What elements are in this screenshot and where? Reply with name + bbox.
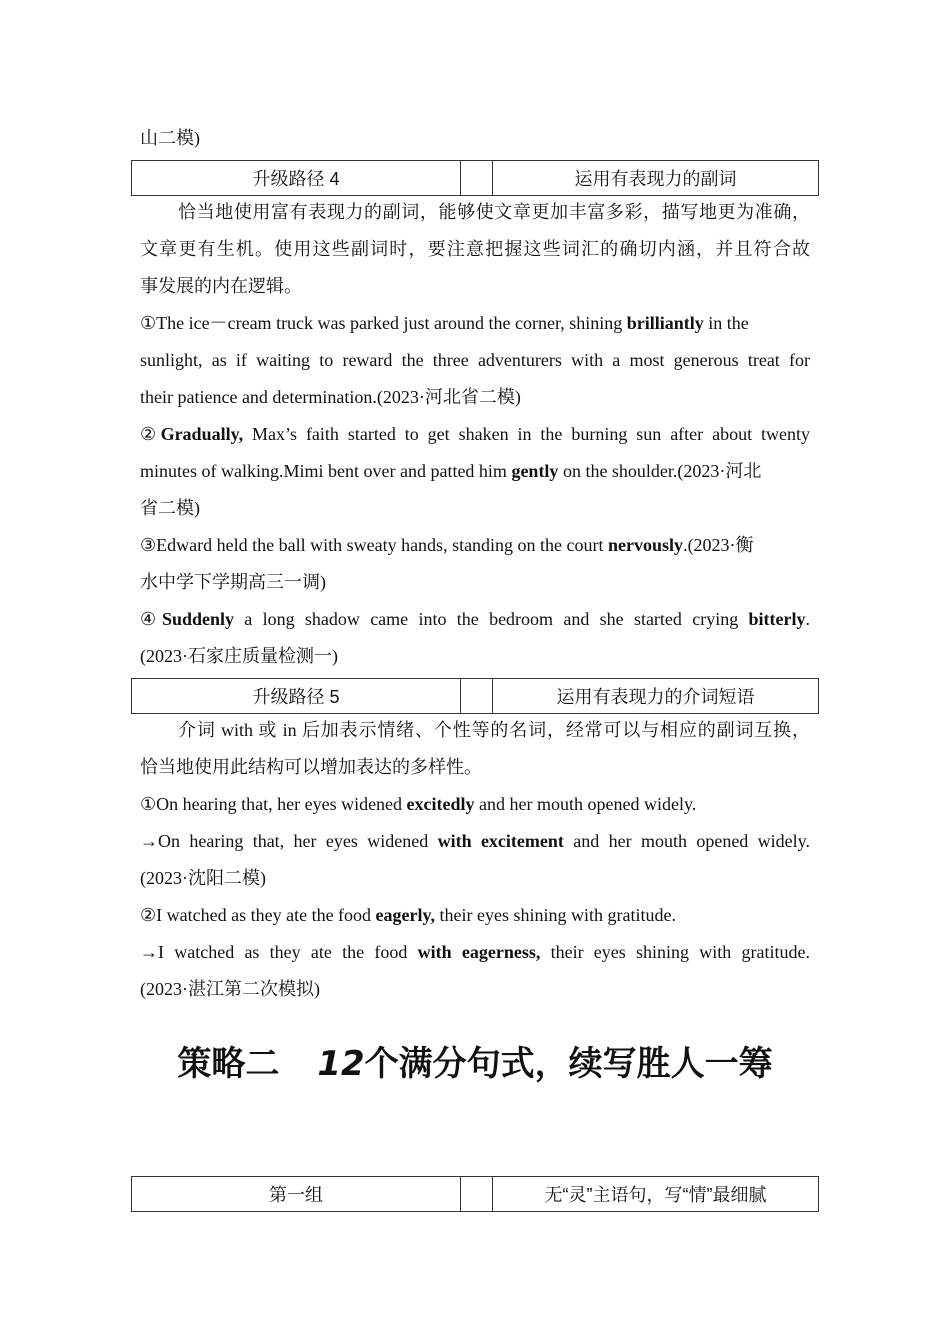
- example-4-2-line3: 省二模): [140, 498, 200, 518]
- section5-intro-1: 介词 with 或 in 后加表示情绪、个性等的名词，经常可以与相应的副词互换，: [178, 720, 810, 740]
- highlight-phrase: with eagerness,: [417, 942, 541, 962]
- section4-title: 运用有表现力的副词: [574, 169, 737, 189]
- example-5-1-source: (2023·沈阳二模): [140, 868, 266, 888]
- section4-label: 升级路径 4: [132, 161, 461, 195]
- highlight-word: brilliantly: [626, 313, 704, 333]
- table-spacer-cell: [461, 1177, 493, 1211]
- example-5-2-rewrite: →I watched as they ate the food with eagerness, their eyes shining with gratitude.: [140, 942, 811, 962]
- highlight-word: Suddenly: [161, 609, 234, 629]
- group1-table: [131, 1176, 819, 1212]
- table-spacer-cell: [461, 679, 493, 713]
- section4-table: [131, 160, 819, 196]
- section4-intro-2: 文章更有生机。使用这些副词时，要注意把握这些词汇的确切内涵，并且符合故: [140, 239, 810, 259]
- highlight-word: excitedly: [406, 794, 475, 814]
- section4-intro-1: 恰当地使用富有表现力的副词，能够使文章更加丰富多彩，描写地更为准确，: [178, 202, 810, 222]
- example-4-3: ③Edward held the ball with sweaty hands, standing on the court nervously.(2023·衡: [140, 535, 754, 555]
- highlight-word: gently: [511, 461, 559, 481]
- strategy-heading: 策略二 12个满分句式，续写胜人一筹: [177, 1044, 773, 1084]
- group1-label: 第一组: [132, 1177, 461, 1211]
- section5-table: [131, 678, 819, 714]
- example-4-4: ④Suddenly a long shadow came into the bedroom and she started crying bitterly.: [140, 609, 810, 629]
- example-4-2-line2: minutes of walking.Mimi bent over and patted him gently on the shoulder.(2023·河北: [140, 461, 762, 481]
- example-4-3-line2: 水中学下学期高三一调): [140, 572, 326, 592]
- highlight-word: nervously: [608, 535, 684, 555]
- top-fragment: 山二模): [140, 128, 200, 148]
- highlight-phrase: with excitement: [437, 831, 564, 851]
- section5-title: 运用有表现力的介词短语: [556, 687, 755, 707]
- example-4-1: ①The ice－cream truck was parked just around the corner, shining brilliantly in the: [140, 313, 749, 333]
- group1-title: 无“灵”主语句，写“情”最细腻: [544, 1185, 767, 1205]
- section5-label: 升级路径 5: [132, 679, 461, 713]
- example-5-1: ①On hearing that, her eyes widened excitedly and her mouth opened widely.: [140, 794, 697, 814]
- example-4-1-line2: sunlight, as if waiting to reward the three adventurers with a most generous treat for: [140, 350, 810, 370]
- highlight-word: eagerly,: [375, 905, 436, 925]
- section4-intro-3: 事发展的内在逻辑。: [140, 276, 302, 296]
- section5-intro-2: 恰当地使用此结构可以增加表达的多样性。: [140, 757, 482, 777]
- example-5-2-source: (2023·湛江第二次模拟): [140, 979, 320, 999]
- example-4-2: ②Gradually, Max’s faith started to get shaken in the burning sun after about twenty: [140, 424, 810, 444]
- example-4-1-line3: their patience and determination.(2023·河北省二模): [140, 387, 521, 407]
- table-spacer-cell: [461, 161, 493, 195]
- example-5-1-rewrite: →On hearing that, her eyes widened with excitement and her mouth opened widely.: [140, 831, 810, 851]
- example-5-2: ②I watched as they ate the food eagerly, their eyes shining with gratitude.: [140, 905, 676, 925]
- highlight-word: Gradually,: [160, 424, 244, 444]
- example-4-4-line2: (2023·石家庄质量检测一): [140, 646, 338, 666]
- highlight-word: bitterly: [748, 609, 806, 629]
